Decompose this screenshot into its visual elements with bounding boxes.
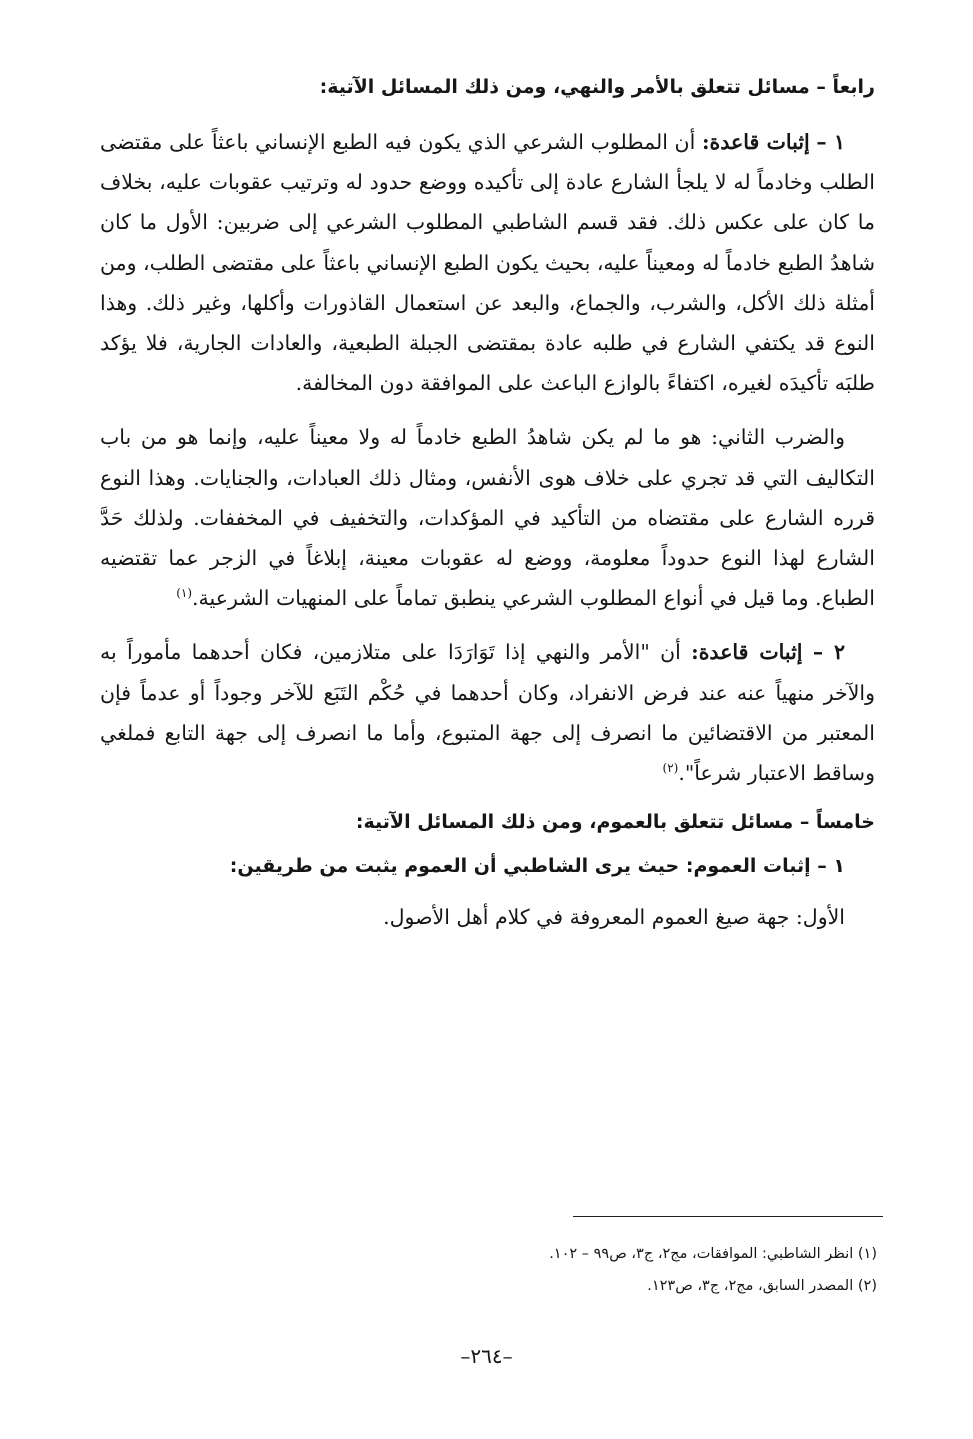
footnote-ref-2[interactable]: (٢) — [662, 761, 679, 776]
main-text — [100, 72, 875, 937]
section-heading-fifth: خامساً – مسائل تتعلق بالعموم، ومن ذلك المسائل الآتية: — [355, 811, 875, 834]
paragraph-rule-2 — [100, 632, 875, 793]
item-text: أن المطلوب الشرعي الذي يكون فيه الطبع الإنساني باعثاً على مقتضى الطلب وخادماً له لا يلجأ الشارع عادة إلى تأكيده ووضع حدود له وترتيب عقوبات عليه، بخلاف ما كان على عكس ذلك. فقد قسم الشاطبي المطلوب الشرعي إلى ضربين: الأول ما كان شاهدُ الطبع خادماً له ومعيناً عليه، بحيث يكون الطبع الإنساني باعثاً على مقتضى الطلب، ومن أمثلة ذلك الأكل، والشرب، والجماع، والبعد عن استعمال القاذورات وأكلها، وغير ذلك. وهذا النوع قد يكتفي الشارع في طلبه عادة بمقتضى الجبلة الطبعية، والعادات الجارية، فلا يؤكد طلبَه تأكيدَه لغيره، اكتفاءً بالوازع الباعث على الموافقة دون المخالفة. — [100, 130, 875, 396]
item-number: ٢ – — [812, 640, 845, 665]
footnote-ref-1[interactable]: (١) — [176, 586, 193, 601]
item-number: ١ – — [816, 130, 845, 154]
sub-heading-generality: ١ – إثبات العموم: حيث يرى الشاطبي أن العموم يثبت من طريقين: — [229, 855, 845, 878]
paragraph-rule-1 — [100, 122, 875, 403]
item-text: والضرب الثاني: هو ما لم يكن شاهدُ الطبع خادماً له ولا معيناً عليه، وإنما هو من باب التكاليف التي قد تجري على خلاف هوى الأنفس، ومثال ذلك العبادات، والجنايات. وهذا النوع قرره الشارع على مقتضاه من التأكيد في المؤكدات، والتخفيف في المخففات. ولذلك حَدَّ الشارع لهذا النوع حدوداً معلومة، ووضع له عقوبات معينة، إبلاغاً في الزجر عما تقتضيه الطباع. وما قيل في أنواع المطلوب الشرعي ينطبق تماماً على المنهيات الشرعية. — [100, 425, 875, 611]
item-title: إثبات قاعدة: — [701, 130, 810, 154]
footnote-1: (١) انظر الشاطبي: الموافقات، مج٢، ج٣، ص٩٩ – ١٠٢. — [549, 1246, 877, 1262]
item-title: إثبات قاعدة: — [691, 640, 803, 665]
item-text: أن "الأمر والنهي إذا تَوَارَدَا على متلازمين، فكان أحدهما مأموراً به والآخر منهياً عنه عند فرض الانفراد، وكان أحدهما في حُكْم التَبَع للآخر وجوداً أو عدماً فإن المعتبر من الاقتضائين ما انصرف إلى جهة المتبوع، وأما ما انصرف إلى جهة التابع فملغي وساقط الاعتبار شرعاً". — [100, 640, 875, 786]
page-number: –٢٦٤– — [460, 1344, 513, 1368]
footnote-2: (٢) المصدر السابق، مج٢، ج٣، ص١٢٣. — [647, 1278, 877, 1294]
footnotes — [100, 1238, 877, 1302]
paragraph-second-type — [100, 417, 875, 618]
footnote-divider — [573, 1216, 883, 1217]
paragraph-first-way: الأول: جهة صيغ العموم المعروفة في كلام أهل الأصول. — [383, 905, 845, 930]
section-heading-fourth: رابعاً – مسائل تتعلق بالأمر والنهي، ومن ذلك المسائل الآتية: — [319, 76, 875, 98]
